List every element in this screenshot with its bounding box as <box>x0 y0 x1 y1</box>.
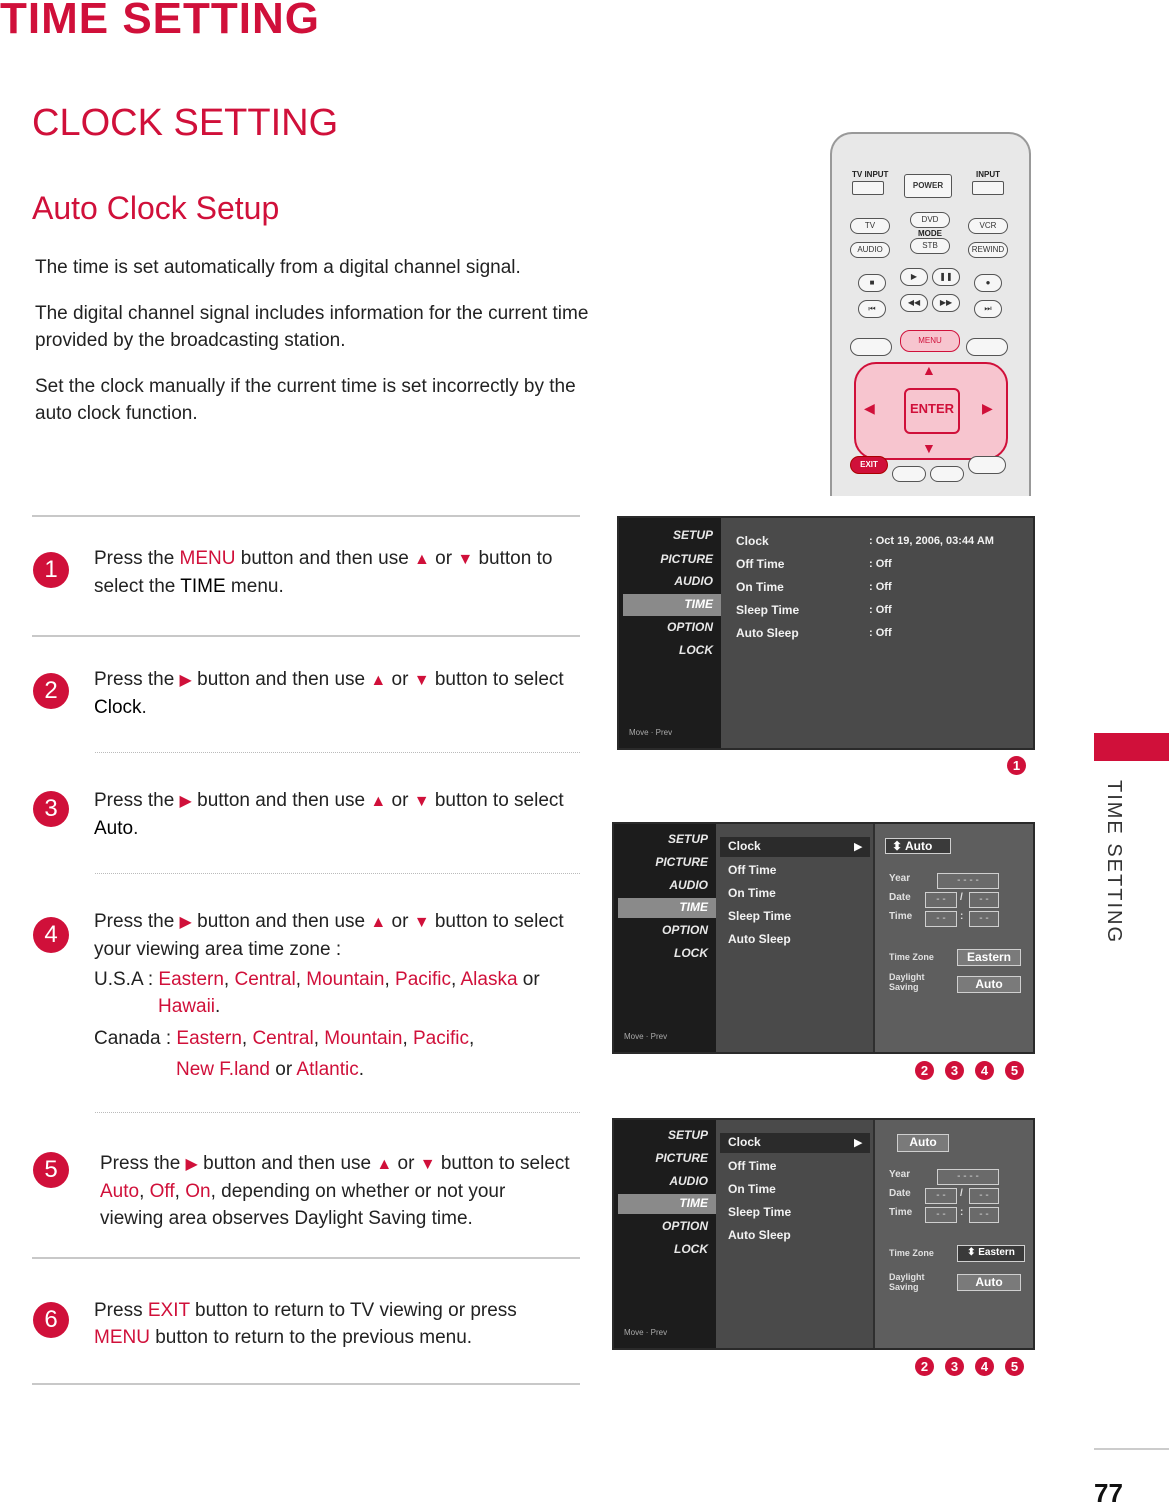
up-arrow-icon: ▲ <box>370 914 387 931</box>
osd-screen-3 <box>612 1118 1035 1350</box>
osd-menu-picture: PICTURE <box>655 1151 708 1165</box>
text: button and then use <box>235 548 415 569</box>
time-separator: : <box>960 1207 964 1218</box>
osd-value-on-time: : Off <box>869 581 892 593</box>
option-on: On <box>185 1181 211 1202</box>
auto-label: Auto <box>904 839 933 853</box>
key-menu: MENU <box>94 1327 150 1348</box>
osd-row-auto-sleep: Auto Sleep <box>736 626 799 640</box>
text: or <box>386 911 414 932</box>
step-2-text <box>94 666 584 721</box>
key-exit: EXIT <box>147 1300 190 1321</box>
text: Press <box>94 1300 148 1321</box>
text: menu. <box>225 576 284 597</box>
time-zone-selector <box>957 1245 1025 1262</box>
input-button <box>972 181 1004 195</box>
osd-menu-lock: LOCK <box>679 643 713 657</box>
divider <box>32 515 580 517</box>
label-usa: U.S.A : <box>94 969 159 990</box>
osd-menu-picture: PICTURE <box>655 855 708 869</box>
saving-text: Saving <box>889 982 919 992</box>
right-arrow-icon: ▶ <box>982 400 993 416</box>
time-label: Time <box>889 1207 913 1218</box>
step-number-1: 1 <box>33 552 69 588</box>
zone-eastern: Eastern <box>158 969 224 990</box>
text: button to select the <box>94 548 553 597</box>
osd-value-auto-sleep: : Off <box>869 627 892 639</box>
zone-eastern: Eastern <box>176 1028 242 1049</box>
osd-footer: Move · Prev <box>624 1032 668 1041</box>
zone-alaska: Alaska <box>460 969 518 990</box>
hour-field: - - <box>925 911 957 927</box>
osd-row-sleep-time: Sleep Time <box>736 603 800 617</box>
osd-menu-sidebar <box>614 824 716 1052</box>
osd-row-auto-sleep: Auto Sleep <box>728 932 791 946</box>
osd-menu-setup: SETUP <box>672 528 713 542</box>
zone-hawaii: Hawaii <box>158 996 216 1017</box>
osd-row-off-time: Off Time <box>728 863 777 877</box>
step-1-text <box>94 545 584 600</box>
osd-menu-sidebar <box>614 1120 716 1348</box>
osd-1-badges <box>996 756 1026 775</box>
step-badge-5: 5 <box>1005 1061 1024 1080</box>
daylight-text: Daylight <box>889 1272 925 1282</box>
divider <box>32 1383 580 1385</box>
time-zone-field: Eastern <box>957 949 1021 966</box>
step-badge-2: 2 <box>915 1061 934 1080</box>
footer-prev: Prev <box>655 728 673 737</box>
bottom-button-2 <box>930 466 964 482</box>
bottom-button-1 <box>892 466 926 482</box>
zone-pacific: Pacific <box>413 1028 469 1049</box>
osd-row-clock: Clock <box>736 534 769 548</box>
osd-3-badges <box>904 1357 1024 1376</box>
time-separator: : <box>960 911 964 922</box>
right-arrow-icon: ▶ <box>854 841 863 853</box>
text: , depending on whether or not your viewing area observes Daylight Saving time. <box>100 1181 506 1229</box>
option-auto: Auto <box>100 1181 140 1202</box>
divider <box>32 635 580 637</box>
osd-menu-lock: LOCK <box>674 1242 708 1256</box>
day-field: - - <box>969 892 999 908</box>
text: Press the <box>94 790 180 811</box>
rewind-mode-button: REWIND <box>968 242 1008 258</box>
vcr-mode-button: VCR <box>968 218 1008 234</box>
osd-row-off-time: Off Time <box>736 557 785 571</box>
osd-menu-sidebar <box>619 518 721 748</box>
osd-menu-time: TIME <box>679 900 708 914</box>
step-number-4: 4 <box>33 917 69 953</box>
text: button to select your viewing area time zone : <box>94 911 564 960</box>
osd-row-sleep-time: Sleep Time <box>728 1205 792 1219</box>
right-arrow-icon: ▶ <box>185 1156 198 1173</box>
step-3-text <box>94 787 584 842</box>
left-arrow-icon: ◀ <box>864 400 875 416</box>
exit-button: EXIT <box>850 456 888 474</box>
section-title: CLOCK SETTING <box>32 102 339 144</box>
osd-menu-audio: AUDIO <box>669 878 708 892</box>
text: . <box>141 697 147 718</box>
option-off: Off <box>149 1181 175 1202</box>
osd-screen-2 <box>612 822 1035 1054</box>
osd-row-on-time: On Time <box>736 580 784 594</box>
footer-move: Move <box>624 1328 644 1337</box>
time-zone-label: Time Zone <box>889 952 934 962</box>
step-4-usa-last: Hawaii. <box>158 996 221 1017</box>
osd-menu-option: OPTION <box>661 923 708 937</box>
rewind-button: ◀◀ <box>900 294 928 312</box>
osd-menu-setup: SETUP <box>667 1128 708 1142</box>
right-arrow-icon: ▶ <box>179 672 192 689</box>
time-zone-value: Eastern <box>978 1247 1015 1258</box>
osd-row-off-time: Off Time <box>728 1159 777 1173</box>
step-6-text <box>94 1297 564 1351</box>
osd-2-badges <box>904 1061 1024 1080</box>
step-badge-3: 3 <box>945 1061 964 1080</box>
step-4-usa: U.S.A : Eastern, Central, Mountain, Pacific, Alaska or <box>94 969 540 990</box>
footer-prev: Prev <box>650 1328 668 1337</box>
right-arrow-icon: ▶ <box>179 914 192 931</box>
tv-mode-button: TV <box>850 218 890 234</box>
osd-menu-audio: AUDIO <box>669 1174 708 1188</box>
text: Press the <box>94 911 180 932</box>
step-4-canada-last: New F.land or Atlantic. <box>176 1059 364 1080</box>
text: button to return to TV viewing or press <box>189 1300 517 1321</box>
zone-mountain: Mountain <box>324 1028 403 1049</box>
step-number-3: 3 <box>33 791 69 827</box>
input-label: INPUT <box>976 170 1000 179</box>
stb-mode-button: STB <box>910 238 950 254</box>
year-field: - - - - <box>937 1169 999 1185</box>
text: or <box>386 790 414 811</box>
up-arrow-icon: ▲ <box>922 362 936 378</box>
year-label: Year <box>889 873 911 884</box>
year-field: - - - - <box>937 873 999 889</box>
zone-mountain: Mountain <box>306 969 385 990</box>
up-arrow-icon: ▲ <box>414 551 430 568</box>
right-function-button <box>966 338 1008 356</box>
up-arrow-icon: ▲ <box>370 672 387 689</box>
step-badge-1: 1 <box>1007 756 1026 775</box>
osd-menu-time: TIME <box>679 1196 708 1210</box>
step-5-text: Press the ▶ button and then use ▲ or ▼ button to select Auto, Off, On, depending on whether or not your viewing area observes Daylight Saving time. <box>100 1153 570 1229</box>
mode-label: MODE <box>918 229 942 238</box>
key-clock: Clock <box>94 697 142 718</box>
osd-clock-submenu <box>873 1120 1033 1348</box>
audio-mode-button: AUDIO <box>850 242 890 258</box>
down-arrow-icon: ▼ <box>413 793 430 810</box>
right-arrow-icon: ▶ <box>854 1137 863 1149</box>
dvd-mode-button: DVD <box>910 212 950 228</box>
step-badge-5: 5 <box>1005 1357 1024 1376</box>
osd-row-sleep-time: Sleep Time <box>728 909 792 923</box>
bottom-button-3 <box>968 456 1006 474</box>
osd-menu-time: TIME <box>684 597 713 611</box>
step-badge-4: 4 <box>975 1357 994 1376</box>
auto-selector <box>885 838 951 854</box>
label-canada: Canada : <box>94 1028 177 1049</box>
zone-atlantic: Atlantic <box>296 1059 359 1080</box>
date-separator: / <box>960 892 963 903</box>
left-function-button <box>850 338 892 356</box>
tv-input-label: TV INPUT <box>852 170 889 179</box>
subsection-title: Auto Clock Setup <box>32 190 280 226</box>
step-4-text <box>94 908 584 963</box>
record-button: ● <box>974 274 1002 292</box>
zone-central: Central <box>252 1028 314 1049</box>
key-time: TIME <box>180 576 226 597</box>
date-label: Date <box>889 1188 911 1199</box>
right-arrow-icon: ▶ <box>179 793 192 810</box>
pause-button: ❚❚ <box>932 268 960 286</box>
text: button and then use <box>191 669 371 690</box>
divider <box>32 1257 580 1259</box>
up-arrow-icon: ▲ <box>376 1156 393 1173</box>
step-number-6: 6 <box>33 1302 69 1338</box>
play-button: ▶ <box>900 268 928 286</box>
zone-pacific: Pacific <box>395 969 451 990</box>
osd-row-clock: Clock <box>728 1135 761 1149</box>
page-header-title: TIME SETTING <box>0 0 320 43</box>
auto-field: Auto <box>897 1134 949 1152</box>
date-separator: / <box>960 1188 963 1199</box>
daylight-saving-field: Auto <box>957 976 1021 993</box>
osd-row-on-time: On Time <box>728 1182 776 1196</box>
osd-clock-submenu <box>873 824 1033 1052</box>
intro-paragraph-2: The digital channel signal includes information for the current time provided by the broadcasting station. <box>35 303 589 351</box>
page-number-rule <box>1094 1448 1169 1450</box>
step-badge-4: 4 <box>975 1061 994 1080</box>
down-arrow-icon: ▼ <box>457 551 474 568</box>
zone-central: Central <box>234 969 296 990</box>
osd-footer: Move · Prev <box>624 1328 668 1337</box>
text: . <box>133 818 139 839</box>
stop-button: ■ <box>858 274 886 292</box>
osd-row-on-time: On Time <box>728 886 776 900</box>
divider-dotted <box>95 873 580 874</box>
osd-footer: Move · Prev <box>629 728 673 737</box>
osd-menu-setup: SETUP <box>667 832 708 846</box>
fast-forward-button: ▶▶ <box>932 294 960 312</box>
key-auto: Auto <box>94 818 134 839</box>
osd-menu-audio: AUDIO <box>674 574 713 588</box>
daylight-text: Daylight <box>889 972 925 982</box>
osd-menu-lock: LOCK <box>674 946 708 960</box>
text: or <box>270 1059 297 1080</box>
day-field: - - <box>969 1188 999 1204</box>
footer-move: Move <box>624 1032 644 1041</box>
step-number-2: 2 <box>33 673 69 709</box>
osd-value-clock: : Oct 19, 2006, 03:44 AM <box>869 535 994 547</box>
up-down-icon: ⬍ <box>892 839 905 853</box>
step-badge-3: 3 <box>945 1357 964 1376</box>
zone-new-fland: New F.land <box>176 1059 270 1080</box>
time-label: Time <box>889 911 913 922</box>
text: button and then use <box>197 1153 377 1174</box>
saving-text: Saving <box>889 1282 919 1292</box>
down-arrow-icon: ▼ <box>419 1156 436 1173</box>
osd-menu-option: OPTION <box>661 1219 708 1233</box>
footer-prev: Prev <box>650 1032 668 1041</box>
text: or <box>392 1153 420 1174</box>
key-menu: MENU <box>179 548 236 569</box>
divider-dotted <box>95 1112 580 1113</box>
up-arrow-icon: ▲ <box>370 793 387 810</box>
osd-value-sleep-time: : Off <box>869 604 892 616</box>
text: or <box>386 669 414 690</box>
text: button to select <box>429 790 564 811</box>
daylight-saving-label <box>889 1272 925 1292</box>
skip-forward-button: ⏭ <box>974 300 1002 318</box>
text: button to return to the previous menu. <box>149 1327 473 1348</box>
page-number: 77 <box>1094 1478 1123 1508</box>
down-arrow-icon: ▼ <box>922 440 936 456</box>
menu-button: MENU <box>900 330 960 352</box>
skip-back-button: ⏮ <box>858 300 886 318</box>
text: button and then use <box>191 790 371 811</box>
month-field: - - <box>925 892 957 908</box>
footer-move: Move <box>629 728 649 737</box>
osd-menu-picture: PICTURE <box>660 552 713 566</box>
down-arrow-icon: ▼ <box>413 914 430 931</box>
step-4-canada: Canada : Eastern, Central, Mountain, Pacific, <box>94 1028 475 1049</box>
daylight-saving-field: Auto <box>957 1274 1021 1291</box>
osd-value-off-time: : Off <box>869 558 892 570</box>
date-label: Date <box>889 892 911 903</box>
osd-menu-option: OPTION <box>666 620 713 634</box>
text: button to select <box>435 1153 570 1174</box>
divider-dotted <box>95 752 580 753</box>
enter-button: ENTER <box>904 388 960 434</box>
text: Press the <box>94 548 180 569</box>
intro-paragraph-3: Set the clock manually if the current time is set incorrectly by the auto clock function. <box>35 376 576 424</box>
text: or <box>517 969 540 990</box>
osd-row-auto-sleep: Auto Sleep <box>728 1228 791 1242</box>
power-button: POWER <box>904 174 952 198</box>
side-tab-marker <box>1094 733 1169 761</box>
time-zone-label: Time Zone <box>889 1248 934 1258</box>
text: button to select <box>429 669 564 690</box>
text: Press the <box>100 1153 186 1174</box>
text: button and then use <box>191 911 371 932</box>
text: Press the <box>94 669 180 690</box>
step-number-5: 5 <box>33 1152 69 1188</box>
down-arrow-icon: ▼ <box>413 672 430 689</box>
year-label: Year <box>889 1169 911 1180</box>
osd-row-clock: Clock <box>728 839 761 853</box>
step-badge-2: 2 <box>915 1357 934 1376</box>
up-down-icon: ⬍ <box>967 1247 979 1258</box>
hour-field: - - <box>925 1207 957 1223</box>
text: or <box>429 548 458 569</box>
minute-field: - - <box>969 1207 999 1223</box>
remote-control-illustration <box>830 132 1031 496</box>
minute-field: - - <box>969 911 999 927</box>
side-tab-label: TIME SETTING <box>1103 780 1125 944</box>
month-field: - - <box>925 1188 957 1204</box>
tv-input-button <box>852 181 884 195</box>
daylight-saving-label <box>889 972 925 992</box>
osd-screen-1 <box>617 516 1035 750</box>
intro-paragraph-1: The time is set automatically from a digital channel signal. <box>35 257 521 278</box>
